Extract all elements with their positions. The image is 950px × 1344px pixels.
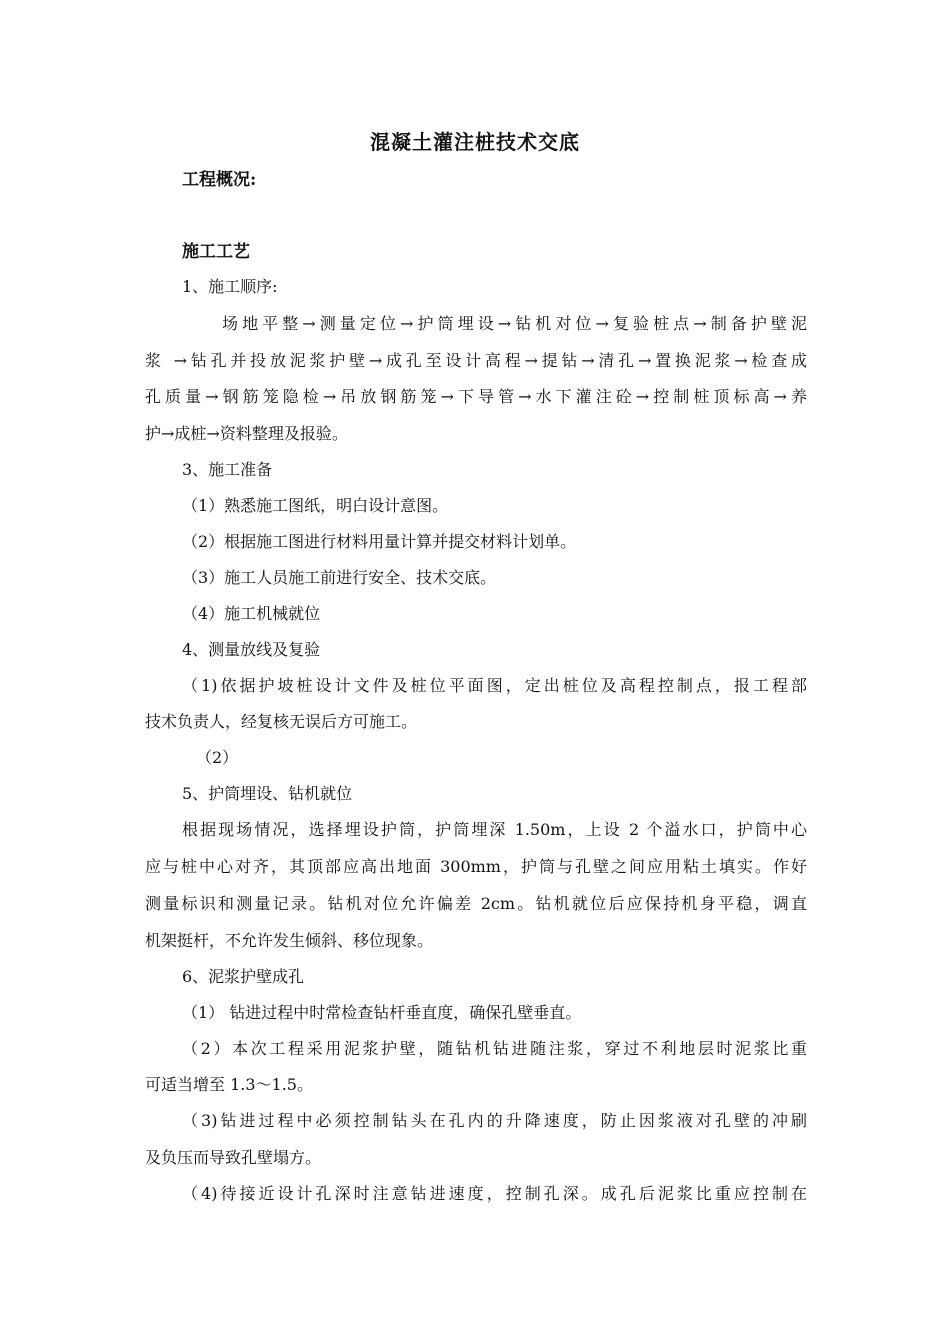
section-5-heading: 5、护筒埋设、钻机就位: [182, 784, 353, 803]
process-heading: 施工工艺: [182, 242, 250, 262]
section-3-item: （3）施工人员施工前进行安全、技术交底。: [182, 568, 497, 587]
overview-heading: 工程概况:: [182, 170, 257, 190]
section-3-item: （2）根据施工图进行材料用量计算并提交材料计划单。: [182, 532, 577, 551]
section-1-heading: 1、施工顺序:: [182, 277, 278, 296]
section-3-heading: 3、施工准备: [182, 460, 273, 479]
section-6-item-3-line: 及负压而导致孔壁塌方。: [145, 1148, 322, 1167]
document-title: 混凝土灌注桩技术交底: [370, 130, 580, 154]
section-1-line: 孔质量→钢筋笼隐检→吊放钢筋笼→下导管→水下灌注砼→控制桩顶标高→养: [145, 387, 807, 406]
section-5-line: 测量标识和测量记录。钻机对位允许偏差 2cm。钻机就位后应保持机身平稳，调直: [145, 894, 807, 913]
section-4-item-2: （2）: [196, 748, 239, 767]
section-6-heading: 6、泥浆护壁成孔: [182, 967, 305, 986]
section-5-line: 根据现场情况，选择埋设护筒，护筒埋深 1.50m，上设 2 个溢水口，护筒中心: [182, 820, 807, 839]
section-4-heading: 4、测量放线及复验: [182, 640, 321, 659]
section-5-line: 应与桩中心对齐，其顶部应高出地面 300mm，护筒与孔壁之间应用粘土填实。作好: [145, 857, 807, 876]
section-6-item-4-line: （4)待接近设计孔深时注意钻进速度，控制孔深。成孔后泥浆比重应控制在: [182, 1184, 807, 1203]
section-6-item-1: （1） 钻进过程中时常检查钻杆垂直度，确保孔壁垂直。: [182, 1003, 582, 1022]
section-4-item-1-line: 技术负责人，经复核无误后方可施工。: [145, 712, 418, 731]
section-4-item-1-line: （1)依据护坡桩设计文件及桩位平面图，定出桩位及高程控制点，报工程部: [182, 676, 807, 695]
section-1-line: 浆 →钻孔并投放泥浆护壁→成孔至设计高程→提钻→清孔→置换泥浆→检查成: [145, 351, 807, 370]
section-6-item-2-line: （2）本次工程采用泥浆护壁，随钻机钻进随注浆，穿过不利地层时泥浆比重: [182, 1039, 807, 1058]
section-5-line: 机架挺杆，不允许发生倾斜、移位现象。: [145, 931, 434, 950]
section-1-line: 场地平整→测量定位→护筒埋设→钻机对位→复验桩点→制备护壁泥: [222, 314, 807, 333]
section-1-line: 护→成桩→资料整理及报验。: [145, 424, 348, 443]
section-3-item: （1）熟悉施工图纸，明白设计意图。: [182, 496, 449, 515]
section-6-item-2-line: 可适当增至 1.3～1.5。: [145, 1075, 313, 1094]
section-6-item-3-line: （3)钻进过程中必须控制钻头在孔内的升降速度，防止因浆液对孔壁的冲刷: [182, 1111, 807, 1130]
section-3-item: （4）施工机械就位: [182, 604, 321, 623]
